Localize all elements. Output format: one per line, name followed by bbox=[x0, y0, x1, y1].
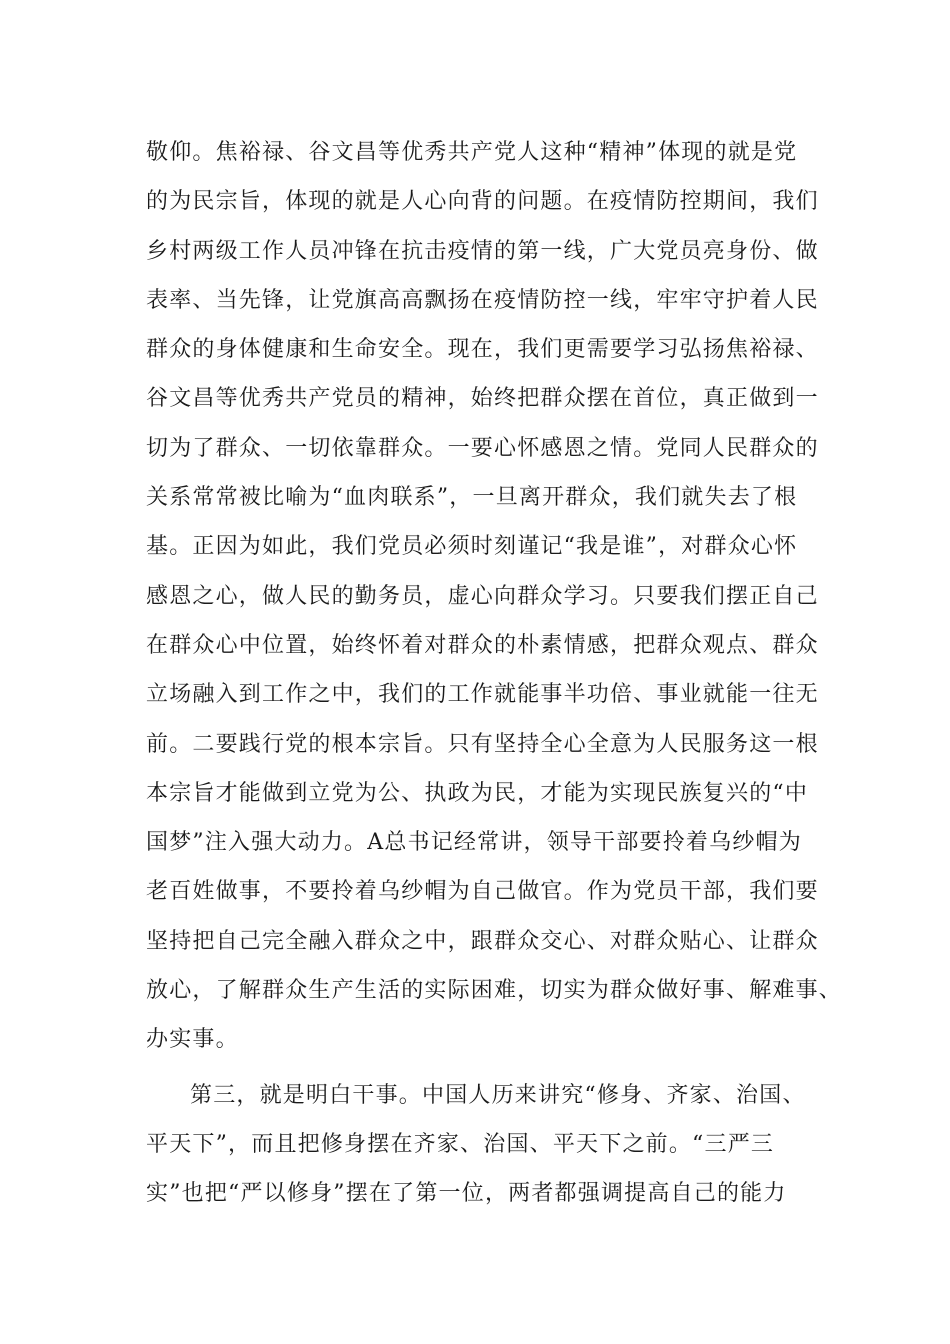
paragraph-1 bbox=[146, 128, 846, 1065]
text-line: 关系常常被比喻为“血肉联系”，一旦离开群众，我们就失去了根 bbox=[146, 485, 798, 511]
text-line: 坚持把自己完全融入群众之中，跟群众交心、对群众贴心、让群众 bbox=[146, 928, 819, 954]
text-line: 国梦”注入强大动力。A总书记经常讲，领导干部要拎着乌纱帽为 bbox=[146, 830, 802, 856]
text-line: 第三，就是明白干事。中国人历来讲究“修身、齐家、治国、 bbox=[190, 1082, 806, 1108]
text-line: 本宗旨才能做到立党为公、执政为民，才能为实现民族复兴的“中 bbox=[146, 780, 809, 806]
text-line: 老百姓做事，不要拎着乌纱帽为自己做官。作为党员干部，我们要 bbox=[146, 879, 819, 905]
text-line: 办实事。 bbox=[146, 1027, 239, 1053]
text-line: 切为了群众、一切依靠群众。一要心怀感恩之情。党同人民群众的 bbox=[146, 435, 819, 461]
text-line: 平天下”，而且把修身摆在齐家、治国、平天下之前。“三严三 bbox=[146, 1131, 775, 1157]
text-line: 在群众心中位置，始终怀着对群众的朴素情感，把群众观点、群众 bbox=[146, 632, 819, 658]
text-line: 放心，了解群众生产生活的实际困难，切实为群众做好事、解难事、 bbox=[146, 978, 843, 1004]
text-line: 的为民宗旨，体现的就是人心向背的问题。在疫情防控期间，我们 bbox=[146, 189, 819, 215]
text-line: 基。正因为如此，我们党员必须时刻谨记“我是谁”，对群众心怀 bbox=[146, 534, 798, 560]
text-line: 感恩之心，做人民的勤务员，虚心向群众学习。只要我们摆正自己 bbox=[146, 583, 819, 609]
text-line: 实”也把“严以修身”摆在了第一位，两者都强调提高自己的能力 bbox=[146, 1181, 787, 1207]
text-line: 群众的身体健康和生命安全。现在，我们更需要学习弘扬焦裕禄、 bbox=[146, 337, 819, 363]
body-text bbox=[146, 128, 846, 1219]
text-line: 谷文昌等优秀共产党员的精神，始终把群众摆在首位，真正做到一 bbox=[146, 386, 819, 412]
text-line: 敬仰。焦裕禄、谷文昌等优秀共产党人这种“精神”体现的就是党 bbox=[146, 140, 798, 165]
text-line: 乡村两级工作人员冲锋在抗击疫情的第一线，广大党员亮身份、做 bbox=[146, 238, 819, 264]
paragraph-2 bbox=[146, 1071, 846, 1219]
text-line: 前。二要践行党的根本宗旨。只有坚持全心全意为人民服务这一根 bbox=[146, 731, 819, 757]
text-line: 表率、当先锋，让党旗高高飘扬在疫情防控一线，牢牢守护着人民 bbox=[146, 287, 819, 313]
text-line: 立场融入到工作之中，我们的工作就能事半功倍、事业就能一往无 bbox=[146, 682, 819, 708]
